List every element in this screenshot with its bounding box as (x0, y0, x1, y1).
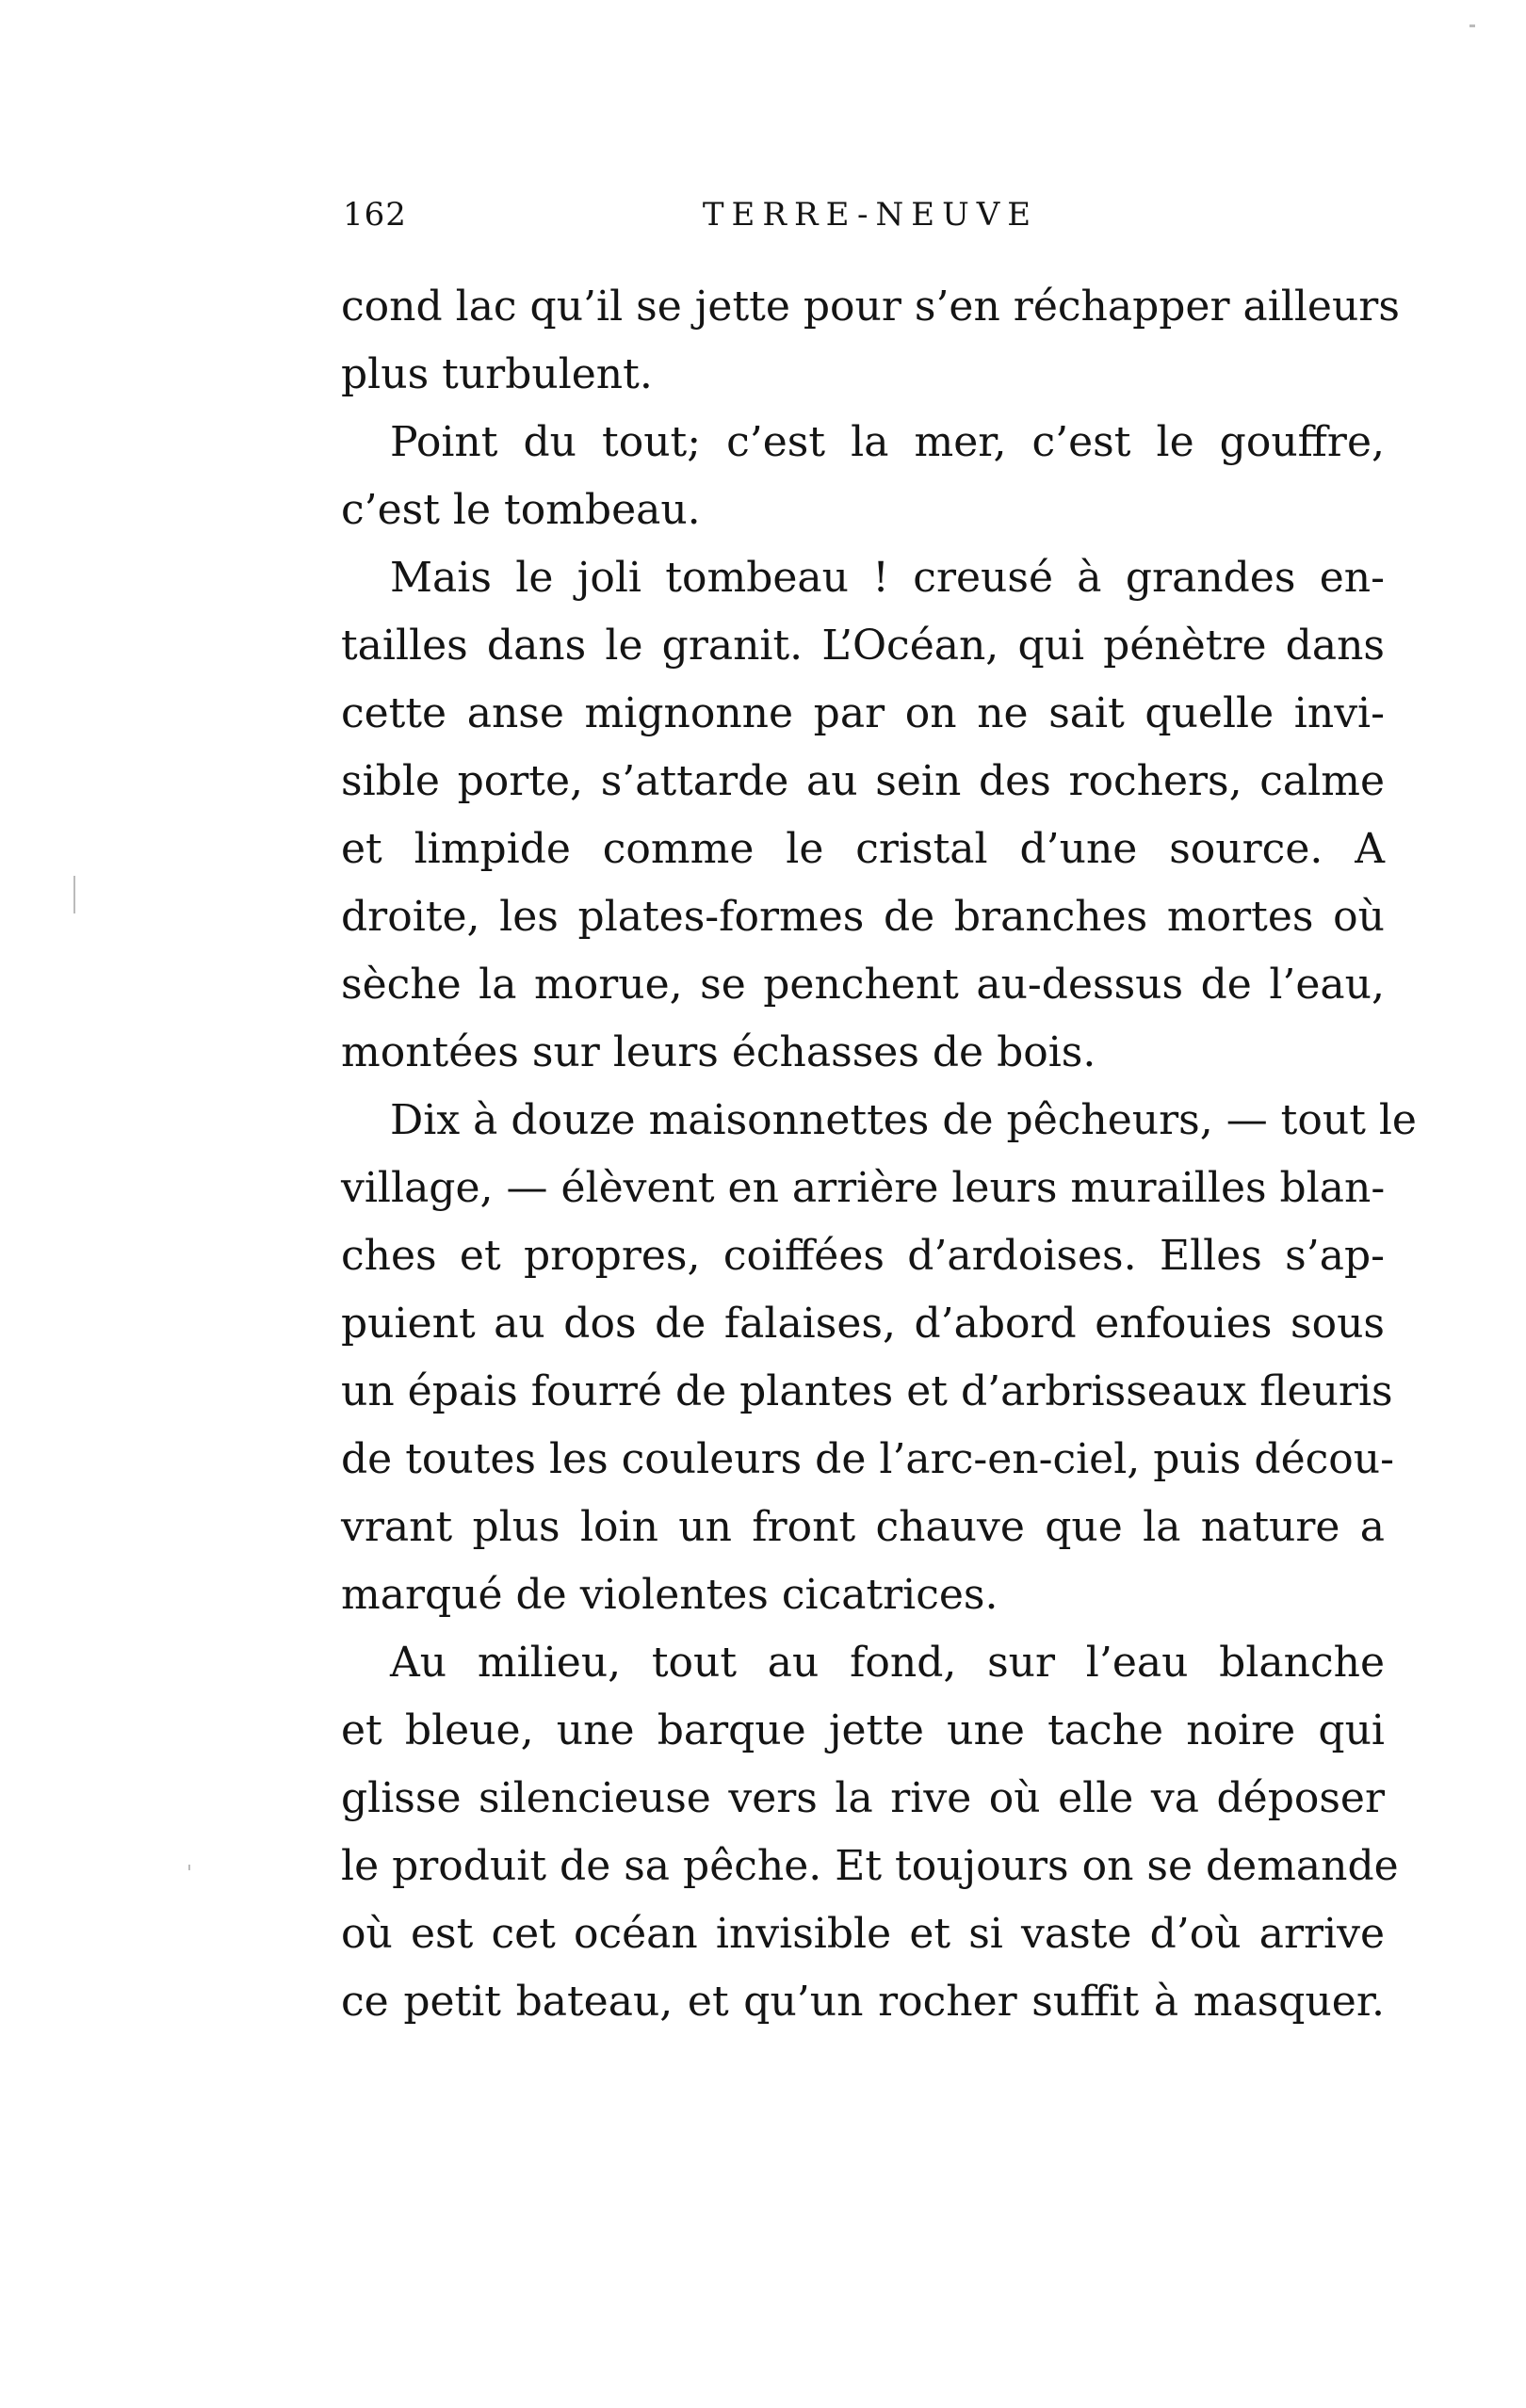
text-line: marqué de violentes cicatrices. (341, 1571, 998, 1619)
text-line: village, — élèvent en arrière leurs murailles blan- (341, 1164, 1386, 1212)
text-line: glisse silencieuse vers la rive où elle va déposer (341, 1774, 1385, 1822)
text-line: c’est le tombeau. (341, 486, 701, 534)
page-header (341, 196, 1385, 243)
text-line: sèche la morue, se penchent au-dessus de l’eau, (341, 961, 1385, 1009)
text-line: Au milieu, tout au fond, sur l’eau blanche (390, 1639, 1385, 1687)
scan-mark (188, 1865, 190, 1870)
text-line: vrant plus loin un front chauve que la nature a (341, 1503, 1385, 1551)
text-line: cond lac qu’il se jette pour s’en réchapper ailleurs (341, 283, 1400, 331)
body-text (341, 273, 1417, 2036)
text-line: un épais fourré de plantes et d’arbrisseaux fleuris (341, 1367, 1393, 1415)
text-line: montées sur leurs échasses de bois. (341, 1028, 1096, 1076)
text-line: où est cet océan invisible et si vaste d’où arrive (341, 1910, 1385, 1958)
text-line: Point du tout; c’est la mer, c’est le gouffre, (390, 418, 1385, 466)
text-line: et limpide comme le cristal d’une source. A (341, 825, 1385, 873)
text-line: ches et propres, coiffées d’ardoises. Elles s’ap- (341, 1232, 1385, 1280)
text-line: de toutes les couleurs de l’arc-en-ciel, puis décou- (341, 1435, 1394, 1483)
text-line: ce petit bateau, et qu’un rocher suffit à masquer. (341, 1978, 1385, 2026)
text-line: puient au dos de falaises, d’abord enfouies sous (341, 1300, 1385, 1348)
text-line: plus turbulent. (341, 350, 653, 398)
text-line: Dix à douze maisonnettes de pêcheurs, — tout le (390, 1096, 1417, 1144)
text-line: droite, les plates-formes de branches mortes où (341, 893, 1385, 941)
text-line: Mais le joli tombeau ! creusé à grandes en- (390, 554, 1385, 602)
scan-mark (73, 876, 75, 913)
text-line: tailles dans le granit. L’Océan, qui pénètre dans (341, 622, 1385, 670)
text-line: le produit de sa pêche. Et toujours on se demande (341, 1842, 1399, 1890)
text-line: sible porte, s’attarde au sein des rochers, calme (341, 757, 1385, 805)
text-line: cette anse mignonne par on ne sait quelle invi- (341, 689, 1385, 737)
text-line: et bleue, une barque jette une tache noire qui (341, 1706, 1385, 1754)
page-number: 162 (343, 196, 407, 234)
scan-mark (1469, 24, 1475, 27)
running-title: TERRE-NEUVE (702, 196, 1039, 234)
